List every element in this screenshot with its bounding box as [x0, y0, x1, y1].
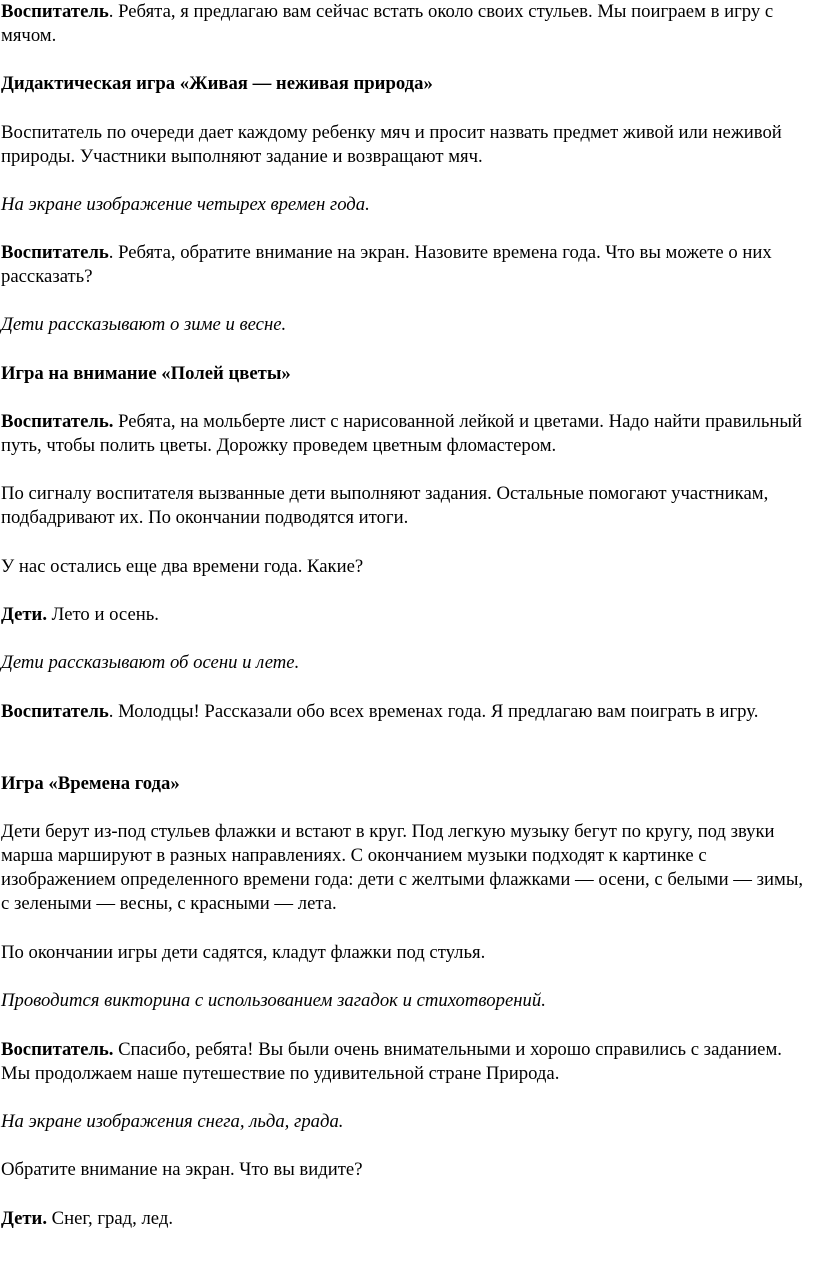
stage-direction: Дети рассказывают о зиме и весне.: [1, 314, 287, 335]
speech-text: . Ребята, я предлагаю вам сейчас встать около своих стульев. Мы поиграем в игру с мячом.: [1, 1, 774, 46]
stage-direction: На экране изображения снега, льда, града.: [1, 1111, 344, 1132]
speaker-label: Воспитатель.: [1, 1039, 114, 1060]
paragraph-9: По сигналу воспитателя вызванные дети выполняют задания. Остальные помогают участникам, подбадривают их. По окончании подводятся итоги.: [1, 483, 769, 528]
speaker-label: Воспитатель.: [1, 411, 114, 432]
paragraph-8: [1, 410, 813, 458]
paragraph-20: Обратите внимание на экран. Что вы видите?: [1, 1159, 363, 1180]
paragraph-18: [1, 1038, 813, 1086]
paragraph-10: У нас остались еще два времени года. Какие?: [1, 556, 364, 577]
speech-text: Лето и осень.: [47, 604, 159, 625]
speech-text: . Молодцы! Рассказали обо всех временах года. Я предлагаю вам поиграть в игру.: [108, 701, 759, 722]
speech-text: Снег, град, лед.: [47, 1208, 174, 1229]
speech-text: Спасибо, ребята! Вы были очень внимательными и хорошо справились с заданием. Мы продолжаем наше путешествие по удивительной стране Природа.: [1, 1039, 782, 1084]
speaker-label: Воспитатель: [1, 242, 109, 263]
paragraph-5: [1, 241, 813, 289]
speaker-label: Воспитатель: [1, 701, 109, 722]
speaker-label: Воспитатель: [1, 1, 109, 22]
speaker-label: Дети.: [1, 1208, 47, 1229]
heading-game-water-flowers: Игра на внимание «Полей цветы»: [1, 363, 291, 384]
paragraph-21: [1, 1207, 813, 1231]
speech-text: Ребята, на мольберте лист с нарисованной лейкой и цветами. Надо найти правильный путь, чтобы полить цветы. Дорожку проведем цветным фломастером.: [1, 411, 802, 456]
paragraph-13: [1, 700, 813, 724]
paragraph-16: По окончании игры дети садятся, кладут флажки под стулья.: [1, 942, 486, 963]
paragraph-11: [1, 603, 813, 627]
stage-direction: Проводится викторина с использованием загадок и стихотворений.: [1, 990, 546, 1011]
paragraph-15: Дети берут из-под стульев флажки и встают в круг. Под легкую музыку бегут по кругу, под звуки марша маршируют в разных направлениях. С окончанием музыки подходят к картинке с изображением определенного времени года: дети с желтыми флажками — осени, с белыми — зимы, с зелеными — весны, с красными — лета.: [1, 821, 804, 914]
speaker-label: Дети.: [1, 604, 47, 625]
heading-game-seasons: Игра «Времена года»: [1, 773, 180, 794]
speech-text: . Ребята, обратите внимание на экран. Назовите времена года. Что вы можете о них рассказать?: [1, 242, 772, 287]
stage-direction: На экране изображение четырех времен года.: [1, 194, 370, 215]
stage-direction: Дети рассказывают об осени и лете.: [1, 652, 300, 673]
paragraph-3: Воспитатель по очереди дает каждому ребенку мяч и просит назвать предмет живой или неживой природы. Участники выполняют задание и возвращают мяч.: [1, 122, 782, 167]
heading-game-living-nonliving: Дидактическая игра «Живая — неживая природа»: [1, 73, 433, 94]
paragraph-1: [1, 0, 813, 48]
